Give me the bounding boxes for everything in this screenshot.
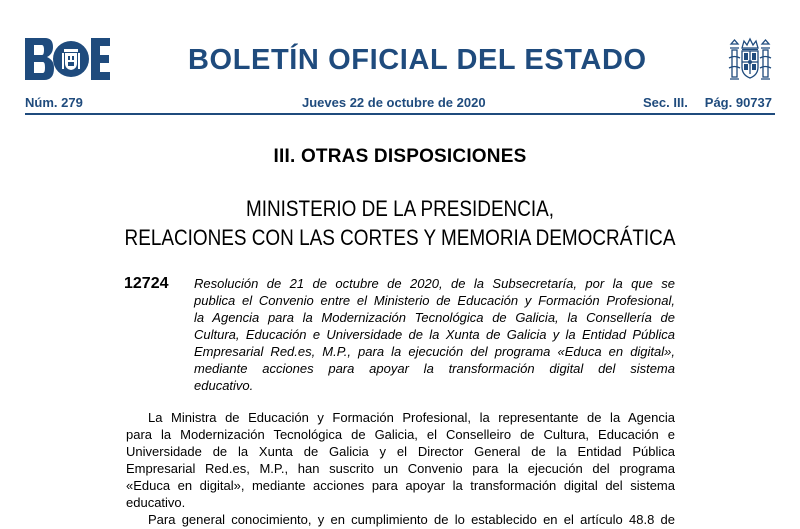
issue-number: Núm. 279 [25,95,83,110]
paragraph-line: Para general conocimiento, y en cumplimiento de lo establecido en el artículo 48.8 de [148,512,675,527]
issue-meta-row [25,95,775,111]
resolution-summary [194,275,675,394]
ministry-heading [56,194,744,252]
paragraph-line: «Educa en digital», mediante acciones para apoyar la transformación digital del sistema [126,478,675,493]
resolution-line: la Agencia para la Modernización Tecnológica de Galicia, la Consellería de [194,310,675,325]
journal-title: BOLETÍN OFICIAL DEL ESTADO [188,44,647,76]
page-number: Pág. 90737 [704,95,772,110]
section-title: III. OTRAS DISPOSICIONES [273,146,527,167]
header-divider [25,113,775,115]
paragraph-line: La Ministra de Educación y Formación Profesional, la representante de la Agencia [148,410,675,425]
resolution-line: mediante acciones para apoyar la transformación digital del sistema [194,361,675,376]
section-label: Sec. III. [643,95,688,110]
paragraph-line: educativo. [126,495,186,510]
disposition-number: 12724 [124,275,169,292]
body-paragraph-1 [126,409,675,511]
body-paragraph-2 [126,511,675,528]
spain-coat-of-arms-icon [726,36,774,84]
paragraph-line: para la Modernización Tecnológica de Galicia, el Conselleiro de Cultura, Educación e [126,427,675,442]
resolution-line: Empresarial Red.es, M.P., para la ejecución del programa «Educa en digital», [194,344,675,359]
resolution-line: Resolución de 21 de octubre de 2020, de la Subsecretaría, por la que se [194,276,675,291]
ministry-line-1: MINISTERIO DE LA PRESIDENCIA, [245,196,555,221]
resolution-line: publica el Convenio entre el Ministerio de Educación y Formación Profesional, [194,293,675,308]
paragraph-line: Empresarial Red.es, M.P., han suscrito un Convenio para la ejecución del programa [126,461,675,476]
resolution-line: Cultura, Educación e Universidade de la Xunta de Galicia y la Entidad Pública [194,327,675,342]
issue-date: Jueves 22 de octubre de 2020 [302,95,486,110]
boe-logo [25,38,110,80]
paragraph-line: Universidade de la Xunta de Galicia y el Director General de la Entidad Pública [126,444,675,459]
ministry-line-2: RELACIONES CON LAS CORTES Y MEMORIA DEMOCRÁTICA [124,225,676,250]
resolution-line: educativo. [194,378,254,393]
